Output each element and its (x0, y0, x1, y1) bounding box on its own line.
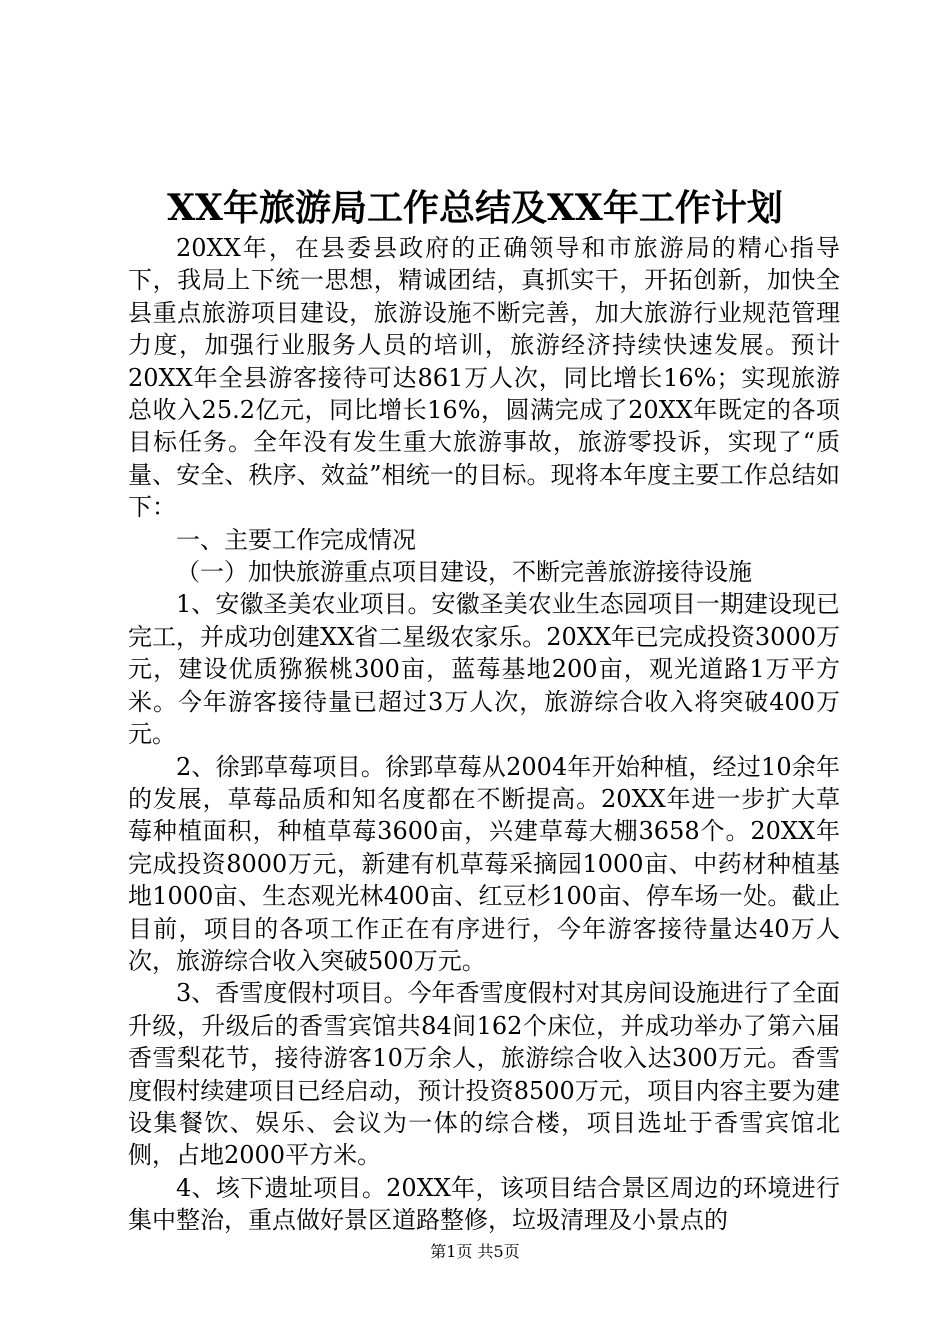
page-number-footer: 第1页 共5页 (430, 1242, 520, 1261)
paragraph-item-1: 1、安徽圣美农业项目。安徽圣美农业生态园项目一期建设现已完工，并成功创建XX省二星级农家乐。20XX年已完成投资3000万元，建设优质猕猴桃300亩，蓝莓基地200亩，观光道路1万平方米。今年游客接待量已超过3万人次，旅游综合收入将突破400万元。 (128, 590, 840, 749)
paragraph-intro: 20XX年，在县委县政府的正确领导和市旅游局的精心指导下，我局上下统一思想，精诚团结，真抓实干，开拓创新，加快全县重点旅游项目建设，旅游设施不断完善，加大旅游行业规范管理力度，加强行业服务人员的培训，旅游经济持续快速发展。预计20XX年全县游客接待可达861万人次，同比增长16%；实现旅游总收入25.2亿元，同比增长16%，圆满完成了20XX年既定的各项目标任务。全年没有发生重大旅游事故，旅游零投诉，实现了“质量、安全、秩序、效益”相统一的目标。现将本年度主要工作总结如下： (128, 234, 840, 522)
paragraph-item-3: 3、香雪度假村项目。今年香雪度假村对其房间设施进行了全面升级，升级后的香雪宾馆共84间162个床位，并成功举办了第六届香雪梨花节，接待游客10万余人，旅游综合收入达300万元。香雪度假村续建项目已经启动，预计投资8500万元，项目内容主要为建设集餐饮、娱乐、会议为一体的综合楼，项目选址于香雪宾馆北侧，占地2000平方米。 (128, 979, 840, 1170)
section-heading: 一、主要工作完成情况 (176, 525, 416, 554)
document-body (128, 232, 840, 1237)
subsection-heading: （一）加快旅游重点项目建设，不断完善旅游接待设施 (176, 558, 752, 587)
paragraph-item-4: 4、垓下遗址项目。20XX年，该项目结合景区周边的环境进行集中整治，重点做好景区道路整修，垃圾清理及小景点的 (128, 1173, 840, 1235)
document-title: XX年旅游局工作总结及XX年工作计划 (167, 187, 783, 229)
paragraph-item-2: 2、徐郢草莓项目。徐郢草莓从2004年开始种植，经过10余年的发展，草莓品质和知名度都在不断提高。20XX年进一步扩大草莓种植面积，种植草莓3600亩，兴建草莓大棚3658个。20XX年完成投资8000万元，新建有机草莓采摘园1000亩、中药材种植基地1000亩、生态观光林400亩、红豆杉100亩、停车场一处。截止目前，项目的各项工作正在有序进行，今年游客接待量达40万人次，旅游综合收入突破500万元。 (128, 752, 840, 975)
